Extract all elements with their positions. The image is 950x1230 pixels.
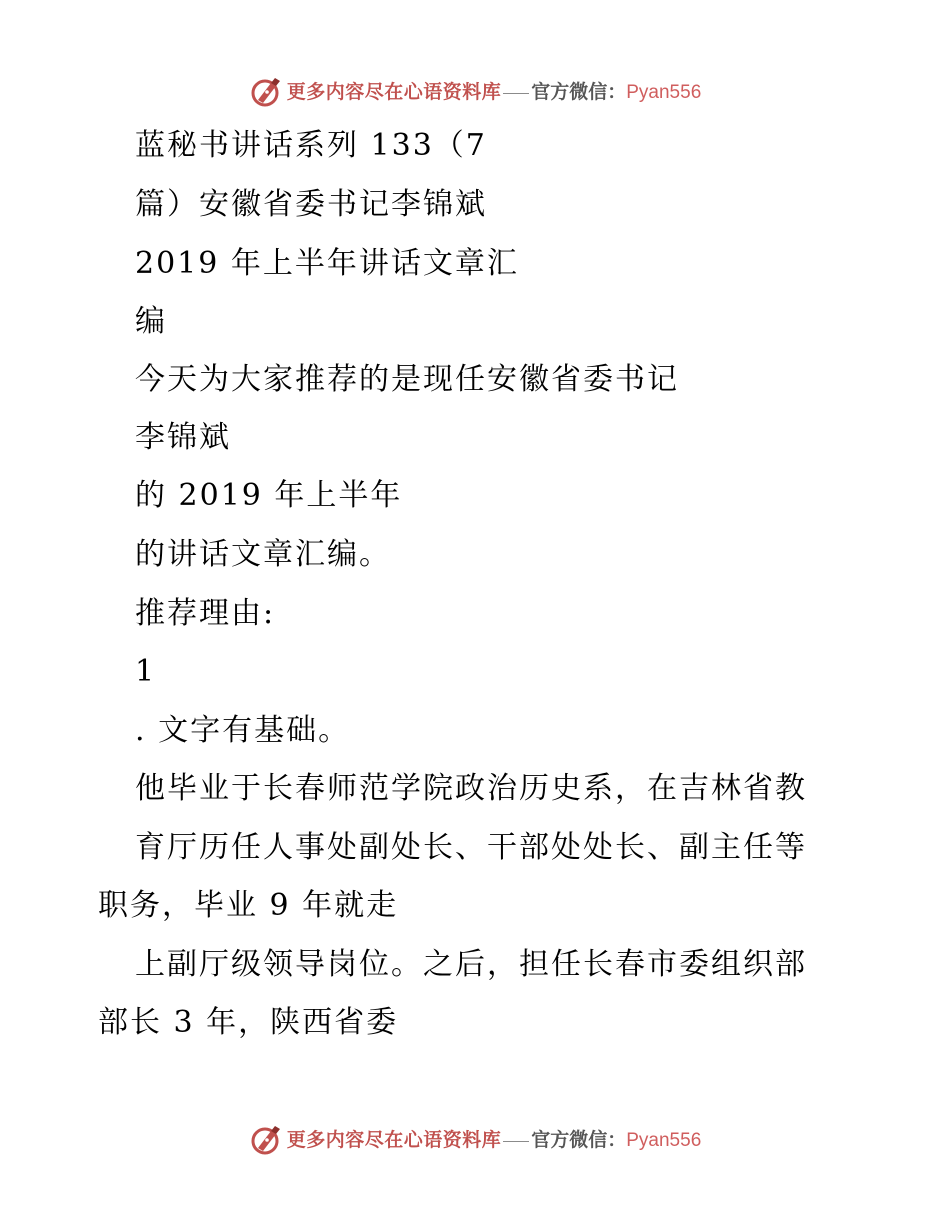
watermark-official-label: 官方微信： <box>531 80 627 103</box>
text-line: 蓝秘书讲话系列 133（7 <box>135 128 487 163</box>
text-line: 职务，毕业 9 年就走 <box>98 888 399 923</box>
text-line: 编 <box>135 304 167 339</box>
text-line: 部长 3 年，陕西省委 <box>98 1005 399 1040</box>
text-line: 2019 年上半年讲话文章汇 <box>135 246 519 281</box>
text-line: 的 2019 年上半年 <box>135 478 403 513</box>
footer-watermark <box>0 1120 950 1160</box>
watermark-official-label: 官方微信： <box>531 1128 627 1151</box>
pen-nib-logo-icon <box>249 1123 283 1157</box>
watermark-account: Pyan556 <box>626 81 702 103</box>
text-line: 的讲话文章汇编。 <box>135 537 391 572</box>
text-line: . 文字有基础。 <box>135 713 351 748</box>
text-line: 推荐理由: <box>135 596 276 631</box>
watermark-text: 更多内容尽在心语资料库 <box>286 1128 502 1151</box>
watermark-text: 更多内容尽在心语资料库 <box>286 80 502 103</box>
text-line: 今天为大家推荐的是现任安徽省委书记 <box>135 362 679 397</box>
watermark-dash <box>503 1141 529 1142</box>
text-line: 1 <box>135 654 157 689</box>
text-line: 篇）安徽省委书记李锦斌 <box>135 187 487 222</box>
watermark-account: Pyan556 <box>626 1129 702 1151</box>
text-line: 育厅历任人事处副处长、干部处处长、副主任等 <box>135 830 807 865</box>
text-line: 他毕业于长春师范学院政治历史系，在吉林省教 <box>135 771 807 806</box>
text-line: 李锦斌 <box>135 420 231 455</box>
text-line: 上副厅级领导岗位。之后，担任长春市委组织部 <box>135 947 807 982</box>
